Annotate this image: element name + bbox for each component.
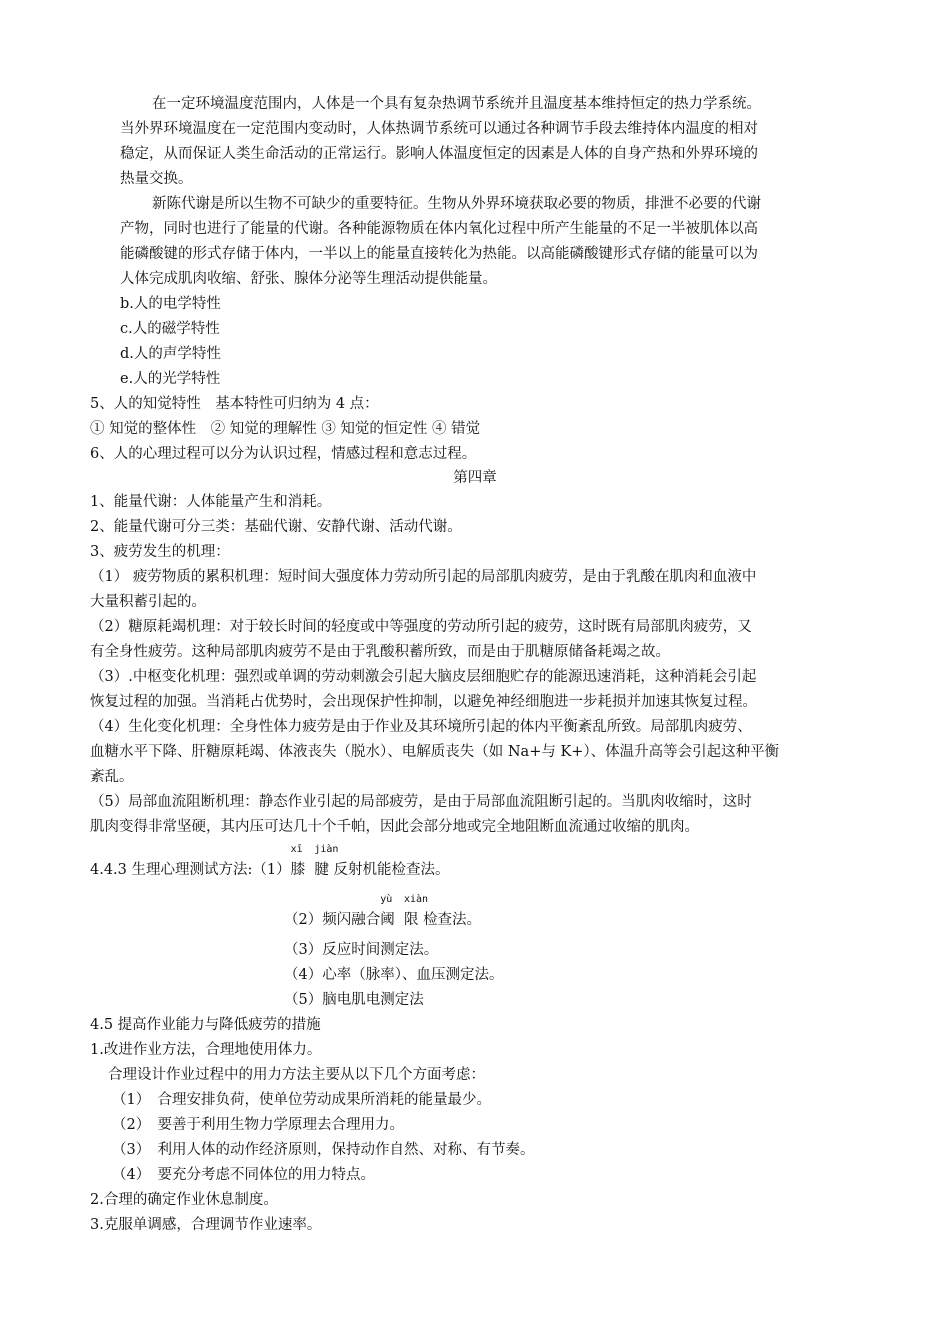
list-item: b.人的电学特性	[120, 296, 221, 312]
text-line: （2）糖原耗竭机理：对于较长时间的轻度或中等强度的劳动所引起的疲劳，这时既有局部肌肉疲劳，又	[90, 619, 752, 635]
test-2-prefix: （2）频闪融合	[284, 912, 381, 928]
ruby-threshold-1	[380, 894, 395, 933]
chapter-point-2: 2、能量代谢可分三类：基础代谢、安静代谢、活动代谢。	[90, 519, 462, 535]
ruby-threshold-2	[403, 894, 429, 933]
pinyin-annotation: jiàn	[314, 844, 339, 855]
pinyin-annotation: xiàn	[403, 894, 429, 905]
measure-3: 3.克服单调感，合理调节作业速率。	[90, 1217, 322, 1233]
test-heading-prefix: 4.4.3 生理心理测试方法:（1）	[90, 862, 291, 878]
pinyin-annotation: yù	[380, 894, 393, 905]
ruby-base: 膝	[290, 862, 306, 878]
text-line: 紊乱。	[90, 769, 134, 785]
test-2-suffix: 检查法。	[423, 912, 482, 928]
text-line: 热量交换。	[120, 171, 193, 187]
test-item-5: （5）脑电肌电测定法	[284, 992, 424, 1008]
point-5-detail: ① 知觉的整体性 ② 知觉的理解性 ③ 知觉的恒定性 ④ 错觉	[90, 421, 481, 437]
measure-2: 2.合理的确定作业休息制度。	[90, 1192, 278, 1208]
ruby-base: 限	[403, 912, 419, 928]
text-line: 能磷酸键的形式存储于体内，一半以上的能量直接转化为热能。以高能磷酸键形式存储的能量可以为	[120, 246, 758, 262]
text-line: 在一定环境温度范围内，人体是一个具有复杂热调节系统并且温度基本维持恒定的热力学系统。	[152, 96, 761, 112]
measure-1: 1.改进作业方法，合理地使用体力。	[90, 1042, 322, 1058]
measure-1-intro: 合理设计作业过程中的用力方法主要从以下几个方面考虑：	[108, 1067, 485, 1083]
section-4-5-title: 4.5 提高作业能力与降低疲劳的措施	[90, 1017, 321, 1033]
list-item: （4） 要充分考虑不同体位的用力特点。	[112, 1167, 375, 1183]
point-5: 5、人的知觉特性 基本特性可归纳为 4 点：	[90, 396, 379, 412]
text-line: 产物，同时也进行了能量的代谢。各种能源物质在体内氧化过程中所产生能量的不足一半被肌体以高	[120, 221, 758, 237]
point-6: 6、人的心理过程可以分为认识过程，情感过程和意志过程。	[90, 446, 477, 462]
list-item: c.人的磁学特性	[120, 321, 220, 337]
list-item: （3） 利用人体的动作经济原则，保持动作自然、对称、有节奏。	[112, 1142, 535, 1158]
list-item: （2） 要善于利用生物力学原理去合理用力。	[112, 1117, 404, 1133]
text-line: 大量积蓄引起的。	[90, 594, 206, 610]
chapter-title: 第四章	[453, 470, 497, 486]
ruby-tendon	[314, 844, 339, 883]
text-line: 稳定，从而保证人类生命活动的正常运行。影响人体温度恒定的因素是人体的自身产热和外界环境的	[120, 146, 758, 162]
test-item-3: （3）反应时间测定法。	[284, 942, 439, 958]
text-line: 血糖水平下降、肝糖原耗竭、体液丧失（脱水）、电解质丧失（如 Na+与 K+）、体温升高等会引起这种平衡	[90, 744, 780, 760]
test-methods-heading	[90, 844, 450, 883]
list-item: e.人的光学特性	[120, 371, 221, 387]
text-line: （5）局部血流阻断机理：静态作业引起的局部疲劳，是由于局部血流阻断引起的。当肌肉收缩时，这时	[90, 794, 752, 810]
test-item-2	[284, 894, 482, 933]
text-line: 人体完成肌肉收缩、舒张、腺体分泌等生理活动提供能量。	[120, 271, 497, 287]
text-line: 新陈代谢是所以生物不可缺少的重要特征。生物从外界环境获取必要的物质，排泄不必要的代谢	[152, 196, 761, 212]
text-line: （3）.中枢变化机理：强烈或单调的劳动刺激会引起大脑皮层细胞贮存的能源迅速消耗，这种消耗会引起	[90, 669, 757, 685]
ruby-base: 阈	[380, 912, 395, 928]
text-line: 当外界环境温度在一定范围内变动时，人体热调节系统可以通过各种调节手段去维持体内温度的相对	[120, 121, 758, 137]
chapter-point-3: 3、疲劳发生的机理：	[90, 544, 230, 560]
pinyin-annotation: xī	[290, 844, 303, 855]
list-item: d.人的声学特性	[120, 346, 221, 362]
text-line: 肌肉变得非常坚硬，其内压可达几十个千帕，因此会部分地或完全地阻断血流通过收缩的肌肉。	[90, 819, 699, 835]
text-line: 恢复过程的加强。当消耗占优势时，会出现保护性抑制，以避免神经细胞进一步耗损并加速其恢复过程。	[90, 694, 757, 710]
chapter-point-1: 1、能量代谢：人体能量产生和消耗。	[90, 494, 332, 510]
list-item: （1） 合理安排负荷，使单位劳动成果所消耗的能量最少。	[112, 1092, 491, 1108]
test-1-suffix: 反射机能检查法。	[333, 862, 450, 878]
text-line: 有全身性疲劳。这种局部肌肉疲劳不是由于乳酸积蓄所致，而是由于肌糖原储备耗竭之故。	[90, 644, 670, 660]
text-line: （4）生化变化机理：全身性体力疲劳是由于作业及其环境所引起的体内平衡紊乱所致。局部肌肉疲劳、	[90, 719, 752, 735]
ruby-knee	[290, 844, 306, 883]
test-item-4: （4）心率（脉率）、血压测定法。	[284, 967, 504, 983]
ruby-base: 腱	[314, 862, 329, 878]
text-line: （1） 疲劳物质的累积机理：短时间大强度体力劳动所引起的局部肌肉疲劳，是由于乳酸在肌肉和血液中	[90, 569, 757, 585]
